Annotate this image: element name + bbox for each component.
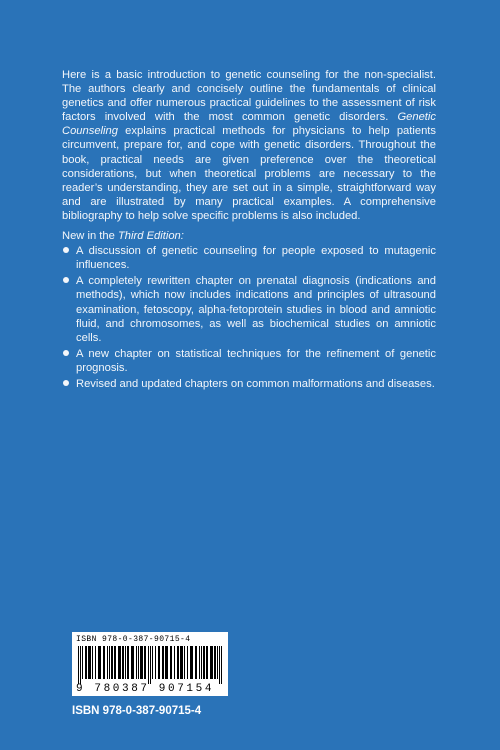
isbn-label-bottom: ISBN 978-0-387-90715-4 [72, 705, 202, 717]
intro-paragraph [62, 68, 436, 223]
barcode-bars [78, 646, 222, 684]
edition-name: Third Edition: [117, 230, 184, 243]
feature-text: A new chapter on statistical techniques for the refinement of genetic prognosis. [76, 347, 436, 374]
bullet-dot-icon [63, 380, 69, 386]
feature-list-item [62, 274, 436, 344]
new-edition-heading: New in the Third Edition: [62, 230, 184, 243]
intro-text: Here is a basic introduction to genetic counseling for the non-specialist. The authors clearly and concisely outline the fundamentals of clinical genetics and offer numerous practical guidelines to the assessment of risk factors involved with the most common genetic disorders. [62, 69, 436, 124]
feature-text: A completely rewritten chapter on prenatal diagnosis (indications and methods), which now includes indications and principles of ultrasound examination, fetoscopy, alpha-fetoprotein studies in blood and amniotic fluid, and chromosomes, as well as biochemical studies on amniotic cells. [76, 275, 436, 344]
feature-list-item [62, 377, 436, 391]
feature-text: Revised and updated chapters on common malformations and diseases. [76, 377, 435, 390]
new-features-list [62, 244, 436, 391]
isbn-label-top: ISBN 978-0-387-90715-4 [76, 635, 191, 644]
bullet-dot-icon [63, 247, 69, 253]
bullet-dot-icon [63, 350, 69, 356]
intro-text: explains practical methods for physicians to help patients circumvent, prepare for, and cope with genetic disorders. Throughout the book, practical needs are given preference over the theoretical considerations, but when theoretical problems are necessary to the reader’s understanding, they are set out in a simple, straightforward way and are illustrated by many practical examples. A comprehensive bibliography to help solve specific problems is also included. [62, 125, 436, 222]
feature-text: A discussion of genetic counseling for people exposed to mutagenic influences. [76, 245, 436, 272]
back-cover-blurb [62, 68, 436, 393]
feature-list-item [62, 347, 436, 375]
barcode-digits: 9 780387 907154 [76, 683, 215, 695]
bullet-dot-icon [63, 277, 69, 283]
barcode-panel [72, 632, 228, 696]
feature-list-item [62, 244, 436, 272]
book-title-italic: Genetic Counseling [62, 111, 436, 138]
